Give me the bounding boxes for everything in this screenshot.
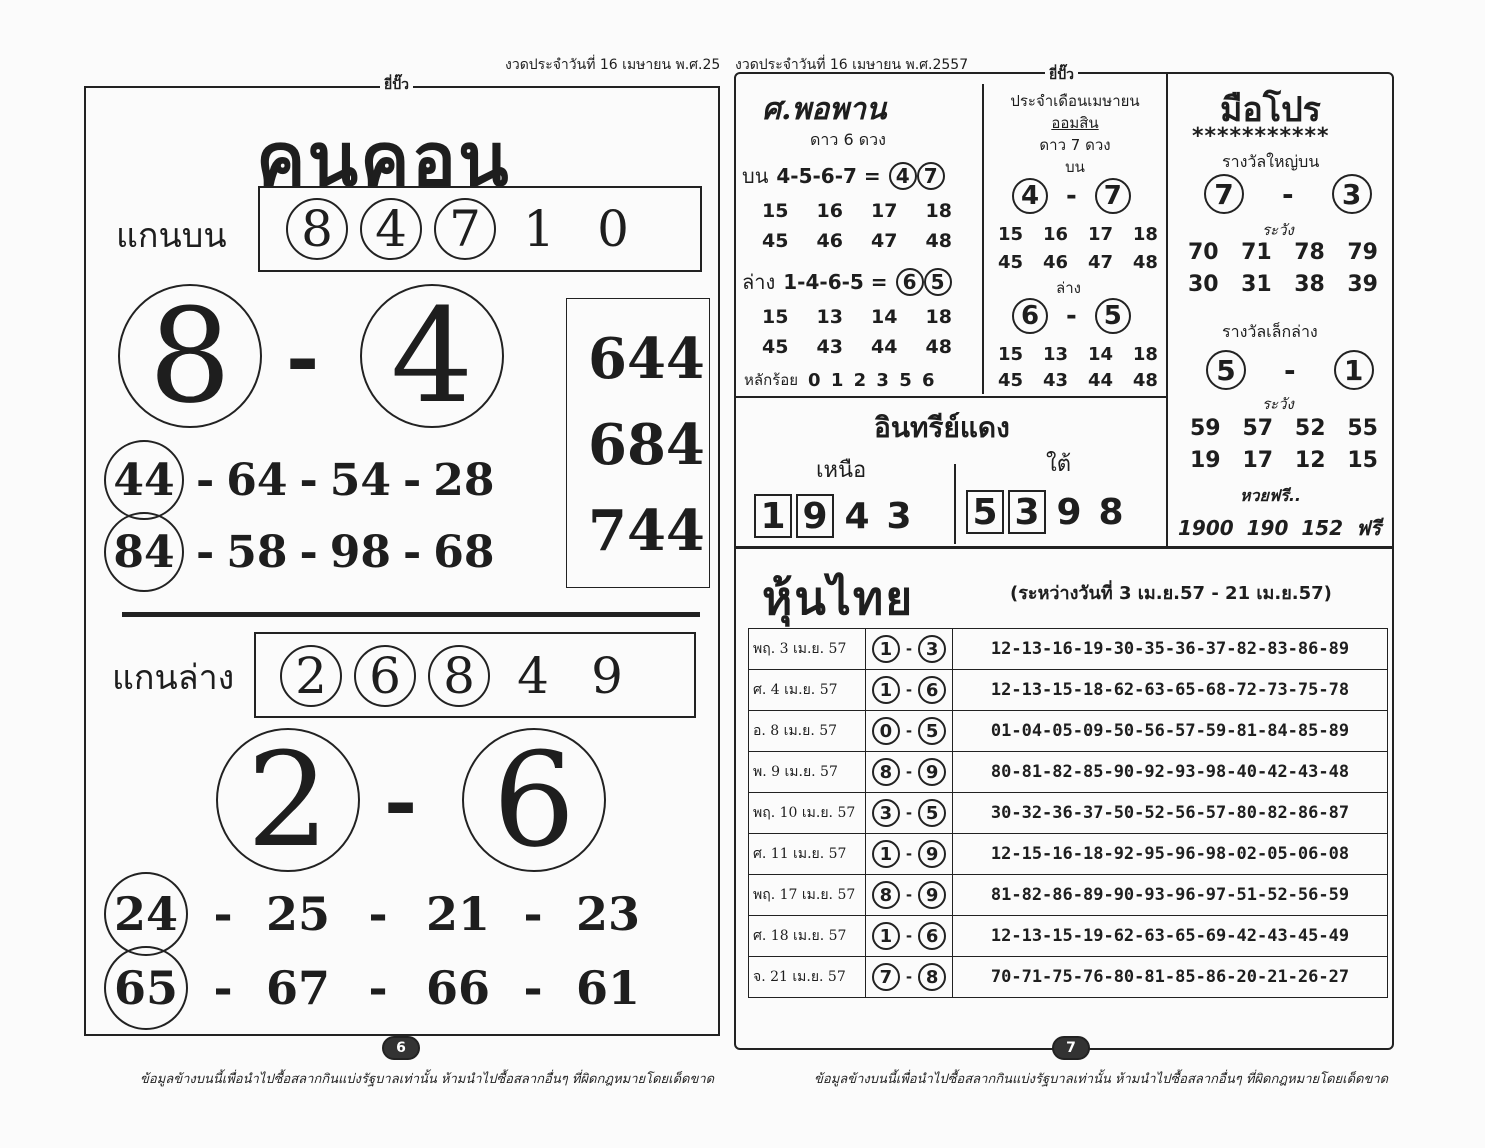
side-number: 744 [588,498,705,564]
ormsin-top-row [998,252,1158,273]
circle-digit: 5 [1206,350,1246,390]
pair-dash: - [905,886,913,904]
table-row [749,875,1388,916]
header-left: งวดประจำวันที่ 16 เมษายน พ.ศ.25 [505,57,721,73]
pophan-top-circle: 4 [889,162,917,190]
beware-label: ระวัง [1262,221,1294,239]
pophan-top-line [742,160,945,192]
row-pair [866,629,953,670]
row4-item: 61 [575,961,640,1015]
num: 43 [816,336,843,358]
row2 [104,512,495,592]
row-numbers: 80-81-82-85-90-92-93-98-40-42-43-48 [953,752,1388,793]
insee-title: อินทรีย์แดง [874,411,1010,444]
num: 13 [1042,344,1069,365]
big-row [1188,272,1378,297]
row-date: อ. 8 เม.ย. 57 [749,711,866,752]
pair-digit: 8 [872,758,900,786]
pair-dash: - [905,804,913,822]
big-bottom-sep: - [384,754,418,848]
ormsin-bottom-row [998,370,1158,391]
row1-item: 54 [329,454,391,506]
num: 39 [1347,272,1378,297]
num: 57 [1242,416,1274,441]
num: 48 [1132,252,1158,273]
row2-item: 98 [329,526,391,578]
row2-item: 58 [226,526,288,578]
dash: - [1066,301,1077,331]
row1 [104,440,495,520]
upper-digit: 8 [286,198,348,260]
row-pair [866,711,953,752]
circle-digit: 4 [1012,178,1048,214]
row1-item: 64 [226,454,288,506]
hoon-title: หุ้นไทย [762,571,915,625]
big-top-b: 4 [360,284,504,428]
upper-digit: 7 [434,198,496,260]
table-row [749,752,1388,793]
pair-digit: 8 [872,881,900,909]
num: 71 [1241,240,1272,265]
num: 15 [998,344,1024,365]
num: 43 [1042,370,1069,391]
num: 48 [925,336,952,358]
row2-item: - [403,526,422,578]
num: 31 [1241,272,1272,297]
ormsin-top-row [998,224,1158,245]
lower-digit: 8 [428,645,490,707]
pophan-top-row [762,200,952,222]
ormsin-line2: ออมสิน [1051,114,1099,132]
num: 59 [1190,416,1221,441]
dash: - [1066,181,1077,211]
row4-item: - [523,961,543,1015]
row-date: พฤ. 10 เม.ย. 57 [749,793,866,834]
pophan-subtitle: ดาว 6 ดวง [810,130,886,149]
table-row [749,711,1388,752]
pair-dash: - [905,681,913,699]
num: 15 [998,224,1024,245]
row3-item: 23 [575,887,640,941]
num: 12 [1294,448,1326,473]
north-digits [754,494,922,538]
row1-item: - [403,454,422,506]
vline [982,84,984,394]
table-row [749,834,1388,875]
pair-digit: 0 [872,717,900,745]
stock-table [748,628,1388,998]
pophan-bottom-circle: 6 [896,268,924,296]
row4-item: 65 [104,946,188,1030]
upper-digit: 1 [523,200,555,258]
lower-digit: 4 [517,647,549,705]
south-digits [966,490,1134,534]
pophan-bottom-label: ล่าง [742,270,776,294]
pophan-top-formula: 4-5-6-7 = [776,164,881,188]
row-numbers: 70-71-75-76-80-81-85-86-20-21-26-27 [953,957,1388,998]
row2-item: - [299,526,318,578]
num: 17 [1242,448,1274,473]
row-date: ศ. 4 เม.ย. 57 [749,670,866,711]
row3-item: 21 [425,887,490,941]
num: 30 [1188,272,1219,297]
pair-digit: 9 [918,758,946,786]
upper-label: แกนบน [116,216,227,256]
circle-digit: 5 [1095,298,1131,334]
upper-digit: 0 [597,200,629,258]
row4-item: - [368,961,388,1015]
row1-item: - [196,454,215,506]
hline [736,546,1394,549]
pair-dash: - [905,927,913,945]
small-row [1190,448,1378,473]
row3 [104,872,648,956]
circle-digit: 6 [1012,298,1048,334]
row4-item: 66 [425,961,490,1015]
row-date: ศ. 18 เม.ย. 57 [749,916,866,957]
num: 15 [762,306,789,328]
row4-item: 67 [265,961,330,1015]
num: 13 [816,306,843,328]
pair-digit: 5 [918,799,946,827]
ormsin-bottom-label: ล่าง [1056,279,1081,297]
digit-box: 3 [1008,490,1046,534]
table-row [749,629,1388,670]
row3-item: - [523,887,543,941]
small-row [1190,416,1378,441]
pair-digit: 6 [918,676,946,704]
pair-digit: 1 [872,922,900,950]
row-pair [866,670,953,711]
row1-item: 28 [433,454,495,506]
pophan-bottom-line [742,266,952,298]
num: 18 [925,200,952,222]
ormsin-bottom-row [998,344,1158,365]
num: 17 [871,200,898,222]
lower-digit: 9 [591,647,623,705]
digit-box: 9 [796,494,834,538]
num: 48 [925,230,952,252]
left-title: คนคอน [256,117,511,203]
free-line: 1900 190 152 ฟรี [1178,516,1381,540]
pophan-bottom-formula: 1-4-6-5 = [783,270,888,294]
row-date: พ. 9 เม.ย. 57 [749,752,866,793]
table-row [749,916,1388,957]
small-prize-label: รางวัลเล็กล่าง [1222,322,1318,341]
row3-item: 25 [265,887,330,941]
page-number-right: 7 [1052,1036,1090,1060]
num: 46 [816,230,843,252]
digit-box: 1 [754,494,792,538]
big-top-sep: - [286,310,320,404]
row-numbers: 12-13-16-19-30-35-36-37-82-83-86-89 [953,629,1388,670]
num: 78 [1294,240,1325,265]
num: 18 [1132,224,1158,245]
pair-dash: - [905,845,913,863]
row-numbers: 12-13-15-18-62-63-65-68-72-73-75-78 [953,670,1388,711]
pophan-top-label: บน [742,164,769,188]
row4 [104,946,648,1030]
num: 17 [1087,224,1113,245]
num: 47 [1087,252,1113,273]
brand-left: ยี่ปั๊ว [380,74,413,96]
big-prize-label: รางวัลใหญ่บน [1222,152,1320,171]
ormsin-bottom-pair [1012,298,1131,334]
pophan-title: ศ.พอพาน [762,92,887,127]
table-row [749,793,1388,834]
pair-dash: - [905,640,913,658]
num: 14 [1087,344,1113,365]
vline [1166,72,1168,546]
num: 45 [762,336,789,358]
small-prize-pair [1206,350,1374,390]
num: 52 [1294,416,1326,441]
row-numbers: 12-15-16-18-92-95-96-98-02-05-06-08 [953,834,1388,875]
pair-dash: - [905,722,913,740]
row1-item: - [299,454,318,506]
circle-digit: 1 [1334,350,1374,390]
circle-digit: 3 [1332,174,1372,214]
circle-digit: 7 [1095,178,1131,214]
hundreds-values: 0 1 2 3 5 6 [808,369,935,391]
footer-right: ข้อมูลข้างบนนี้เพื่อนำไปซื้อสลากกินแบ่งรัฐบาลเท่านั้น ห้ามนำไปซื้อสลากอื่นๆ ที่ผิดกฎหมายโดยเด็ดขาด [814,1072,1389,1087]
mue-pro-stars: *********** [1192,124,1330,149]
digit-box: 9 [1056,491,1082,533]
row3-item: - [368,887,388,941]
ormsin-header [988,90,1162,178]
row2-item: - [196,526,215,578]
row4-item: - [213,961,233,1015]
pair-dash: - [905,968,913,986]
num: 14 [871,306,898,328]
mue-pro-title: มือโปร [1220,90,1321,130]
pophan-top-row [762,230,952,252]
digit-box: 5 [966,490,1004,534]
num: 38 [1294,272,1325,297]
pophan-bottom-circle: 5 [924,268,952,296]
big-top-a: 8 [118,284,262,428]
row-pair [866,834,953,875]
num: 18 [1132,344,1158,365]
pair-digit: 9 [918,881,946,909]
digit-box: 8 [1098,491,1124,533]
pair-digit: 1 [872,840,900,868]
num: 44 [1087,370,1113,391]
pophan-top-circle: 7 [917,162,945,190]
num: 79 [1347,240,1378,265]
big-row [1188,240,1378,265]
row-numbers: 30-32-36-37-50-52-56-57-80-82-86-87 [953,793,1388,834]
north-label: เหนือ [816,458,867,483]
pophan-hundreds [744,368,935,392]
circle-digit: 7 [1204,174,1244,214]
ormsin-top-label: บน [1065,158,1085,176]
row-numbers: 12-13-15-19-62-63-65-69-42-43-45-49 [953,916,1388,957]
side-numbers [588,316,705,574]
upper-digit: 4 [360,198,422,260]
pair-digit: 9 [918,840,946,868]
num: 18 [925,306,952,328]
num: 16 [816,200,843,222]
num: 55 [1347,416,1378,441]
footer-left: ข้อมูลข้างบนนี้เพื่อนำไปซื้อสลากกินแบ่งรัฐบาลเท่านั้น ห้ามนำไปซื้อสลากอื่นๆ ที่ผิดกฎหมายโดยเด็ดขาด [140,1072,715,1087]
upper-digits [286,198,644,260]
big-bottom-a: 2 [216,728,360,872]
insee-divider [954,464,956,544]
ormsin-top-pair [1012,178,1131,214]
row-date: พฤ. 17 เม.ย. 57 [749,875,866,916]
dash: - [1284,353,1296,387]
header-right: งวดประจำวันที่ 16 เมษายน พ.ศ.2557 [735,57,969,73]
table-row [749,670,1388,711]
row2-item: 68 [433,526,495,578]
num: 45 [998,370,1024,391]
num: 44 [871,336,898,358]
pair-digit: 1 [872,676,900,704]
pair-digit: 3 [918,635,946,663]
num: 48 [1132,370,1158,391]
pair-digit: 1 [872,635,900,663]
side-number: 684 [588,412,705,478]
num: 15 [762,200,789,222]
side-number: 644 [588,326,705,392]
hline [736,396,1168,398]
pophan-bottom-row [762,306,952,328]
row-date: พฤ. 3 เม.ย. 57 [749,629,866,670]
num: 45 [998,252,1024,273]
pair-digit: 8 [918,963,946,991]
lower-digits [280,645,638,707]
num: 45 [762,230,789,252]
hoon-range: (ระหว่างวันที่ 3 เม.ย.57 - 21 เม.ย.57) [1010,583,1332,604]
row2-item: 84 [104,512,184,592]
big-bottom-b: 6 [462,728,606,872]
row-pair [866,875,953,916]
row1-item: 44 [104,440,184,520]
row3-item: 24 [104,872,188,956]
brand-right: ยี่ปั๊ว [1045,64,1078,86]
page-number-left: 6 [382,1036,420,1060]
ormsin-line3: ดาว 7 ดวง [1039,136,1111,154]
beware-label: ระวัง [1262,395,1294,413]
table-row [749,957,1388,998]
row-pair [866,957,953,998]
row-pair [866,752,953,793]
lower-digit: 2 [280,645,342,707]
south-label: ใต้ [1046,452,1072,477]
row3-item: - [213,887,233,941]
pair-digit: 6 [918,922,946,950]
lower-digit: 6 [354,645,416,707]
digit-box: 3 [886,495,912,537]
pair-digit: 3 [872,799,900,827]
ormsin-line1: ประจำเดือนเมษายน [1010,92,1140,110]
num: 15 [1347,448,1378,473]
row-numbers: 01-04-05-09-50-56-57-59-81-84-85-89 [953,711,1388,752]
row-date: ศ. 11 เม.ย. 57 [749,834,866,875]
digit-box: 4 [844,495,870,537]
big-prize-pair [1204,174,1372,214]
dash: - [1282,177,1294,211]
pophan-bottom-row [762,336,952,358]
num: 70 [1188,240,1219,265]
row-pair [866,916,953,957]
free-label: หวยฟรี.. [1240,486,1301,505]
pair-digit: 5 [918,717,946,745]
num: 47 [871,230,898,252]
pair-digit: 7 [872,963,900,991]
pair-dash: - [905,763,913,781]
divider [122,612,700,617]
num: 46 [1042,252,1069,273]
lower-label: แกนล่าง [112,658,235,698]
row-pair [866,793,953,834]
row-date: จ. 21 เม.ย. 57 [749,957,866,998]
num: 16 [1042,224,1069,245]
num: 19 [1190,448,1221,473]
row-numbers: 81-82-86-89-90-93-96-97-51-52-56-59 [953,875,1388,916]
hundreds-label: หลักร้อย [744,371,799,389]
